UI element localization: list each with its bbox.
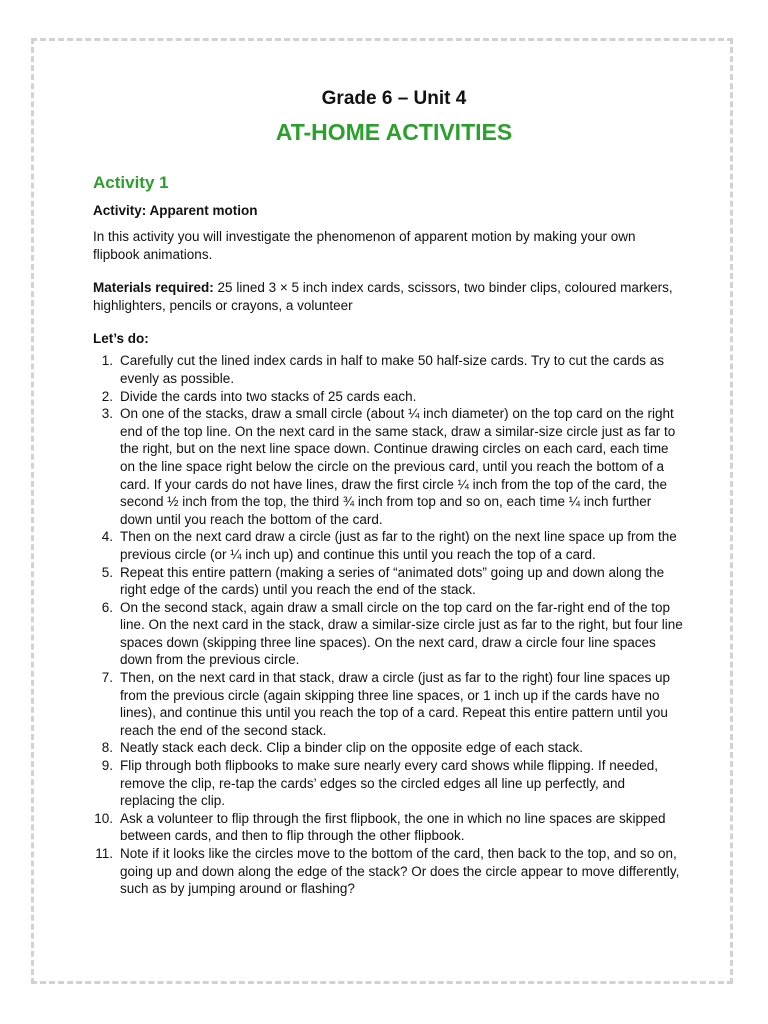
grade-unit-heading: Grade 6 – Unit 4 bbox=[321, 88, 467, 109]
list-item bbox=[93, 599, 683, 669]
step-text: On the second stack, again draw a small circle on the top card on the far-right end of the top line. On the next card in the stack, draw a similar-size circle just as far to the right, but four line spaces down (skipping three line spaces). On the next card, draw a circle four line spaces down from the previous circle. bbox=[120, 599, 683, 668]
step-text: Divide the cards into two stacks of 25 cards each. bbox=[120, 388, 417, 404]
step-text: On one of the stacks, draw a small circle (about ¼ inch diameter) on the top card on the right end of the top line. On the next card in the same stack, draw a similar-size circle just as far to the right, but on the next line space down. Continue drawing circles on each card, each time on the line space right below the circle on the previous card, until you reach the bottom of a card. If your cards do not have lines, draw the first circle ¼ inch from the top of the card, the second ½ inch from the top, the third ¾ inch from top and so on, each time ¼ inch further down until you reach the bottom of the card. bbox=[120, 406, 676, 527]
step-text: Flip through both flipbooks to make sure nearly every card shows while flipping. If needed, remove the clip, re-tap the cards’ edges so the circled edges all line up perfectly, and replacing the clip. bbox=[120, 758, 659, 809]
step-text: Repeat this entire pattern (making a series of “animated dots” going up and down along the right edge of the cards) until you reach the end of the stack. bbox=[120, 564, 665, 598]
list-item bbox=[93, 810, 683, 845]
materials-label: Materials required: bbox=[93, 280, 214, 296]
step-text: Ask a volunteer to flip through the first flipbook, the one in which no line spaces are skipped between cards, and then to flip through the other flipbook. bbox=[120, 810, 666, 844]
list-item bbox=[93, 757, 683, 810]
document-body bbox=[93, 86, 683, 898]
step-number: 3. bbox=[101, 406, 113, 422]
step-number: 8. bbox=[101, 740, 113, 756]
list-item bbox=[93, 669, 683, 739]
list-item bbox=[93, 845, 683, 898]
list-item bbox=[93, 352, 683, 387]
step-text: Neatly stack each deck. Clip a binder clip on the opposite edge of each stack. bbox=[120, 740, 584, 756]
activity-intro: In this activity you will investigate the phenomenon of apparent motion by making your own flipbook animations. bbox=[93, 229, 636, 262]
step-number: 5. bbox=[101, 564, 113, 580]
list-item bbox=[93, 564, 683, 599]
step-number: 10. bbox=[94, 810, 113, 826]
page-title: AT-HOME ACTIVITIES bbox=[275, 119, 513, 145]
step-number: 9. bbox=[101, 758, 113, 774]
step-number: 11. bbox=[95, 846, 113, 861]
activity-heading: Activity 1 bbox=[93, 173, 169, 192]
list-item bbox=[93, 528, 683, 563]
list-item bbox=[93, 388, 683, 406]
step-text: Then, on the next card in that stack, draw a circle (just as far to the right) four line spaces up from the previous circle (again skipping three line spaces, or 1 inch up if the cards have no lines), and continue this until you reach the top of a card. Repeat this entire pattern until you reach the end of the second stack. bbox=[120, 670, 671, 738]
steps-list bbox=[93, 352, 683, 897]
step-text: Then on the next card draw a circle (just as far to the right) on the next line space up from the previous circle (or ¼ inch up) and continue this until you reach the top of a card. bbox=[120, 529, 677, 562]
materials-text: 25 lined 3 × 5 inch index cards, scissors, two binder clips, coloured markers, highlighters, pencils or crayons, a volunteer bbox=[93, 280, 673, 313]
step-number: 4. bbox=[101, 529, 113, 545]
step-number: 1. bbox=[101, 353, 113, 369]
list-item bbox=[93, 405, 683, 528]
step-number: 2. bbox=[101, 388, 113, 404]
step-number: 6. bbox=[101, 599, 113, 615]
lets-do-heading: Let’s do: bbox=[93, 331, 149, 347]
list-item bbox=[93, 739, 683, 757]
materials-paragraph bbox=[93, 279, 683, 314]
step-text: Note if it looks like the circles move to the bottom of the card, then back to the top, and so on, going up and down along the edge of the stack? Or does the circle appear to move differently, such as by jumping around or flashing? bbox=[120, 846, 680, 897]
step-number: 7. bbox=[101, 670, 113, 686]
activity-subtitle: Activity: Apparent motion bbox=[93, 203, 258, 218]
step-text: Carefully cut the lined index cards in half to make 50 half-size cards. Try to cut the cards as evenly as possible. bbox=[120, 353, 665, 386]
